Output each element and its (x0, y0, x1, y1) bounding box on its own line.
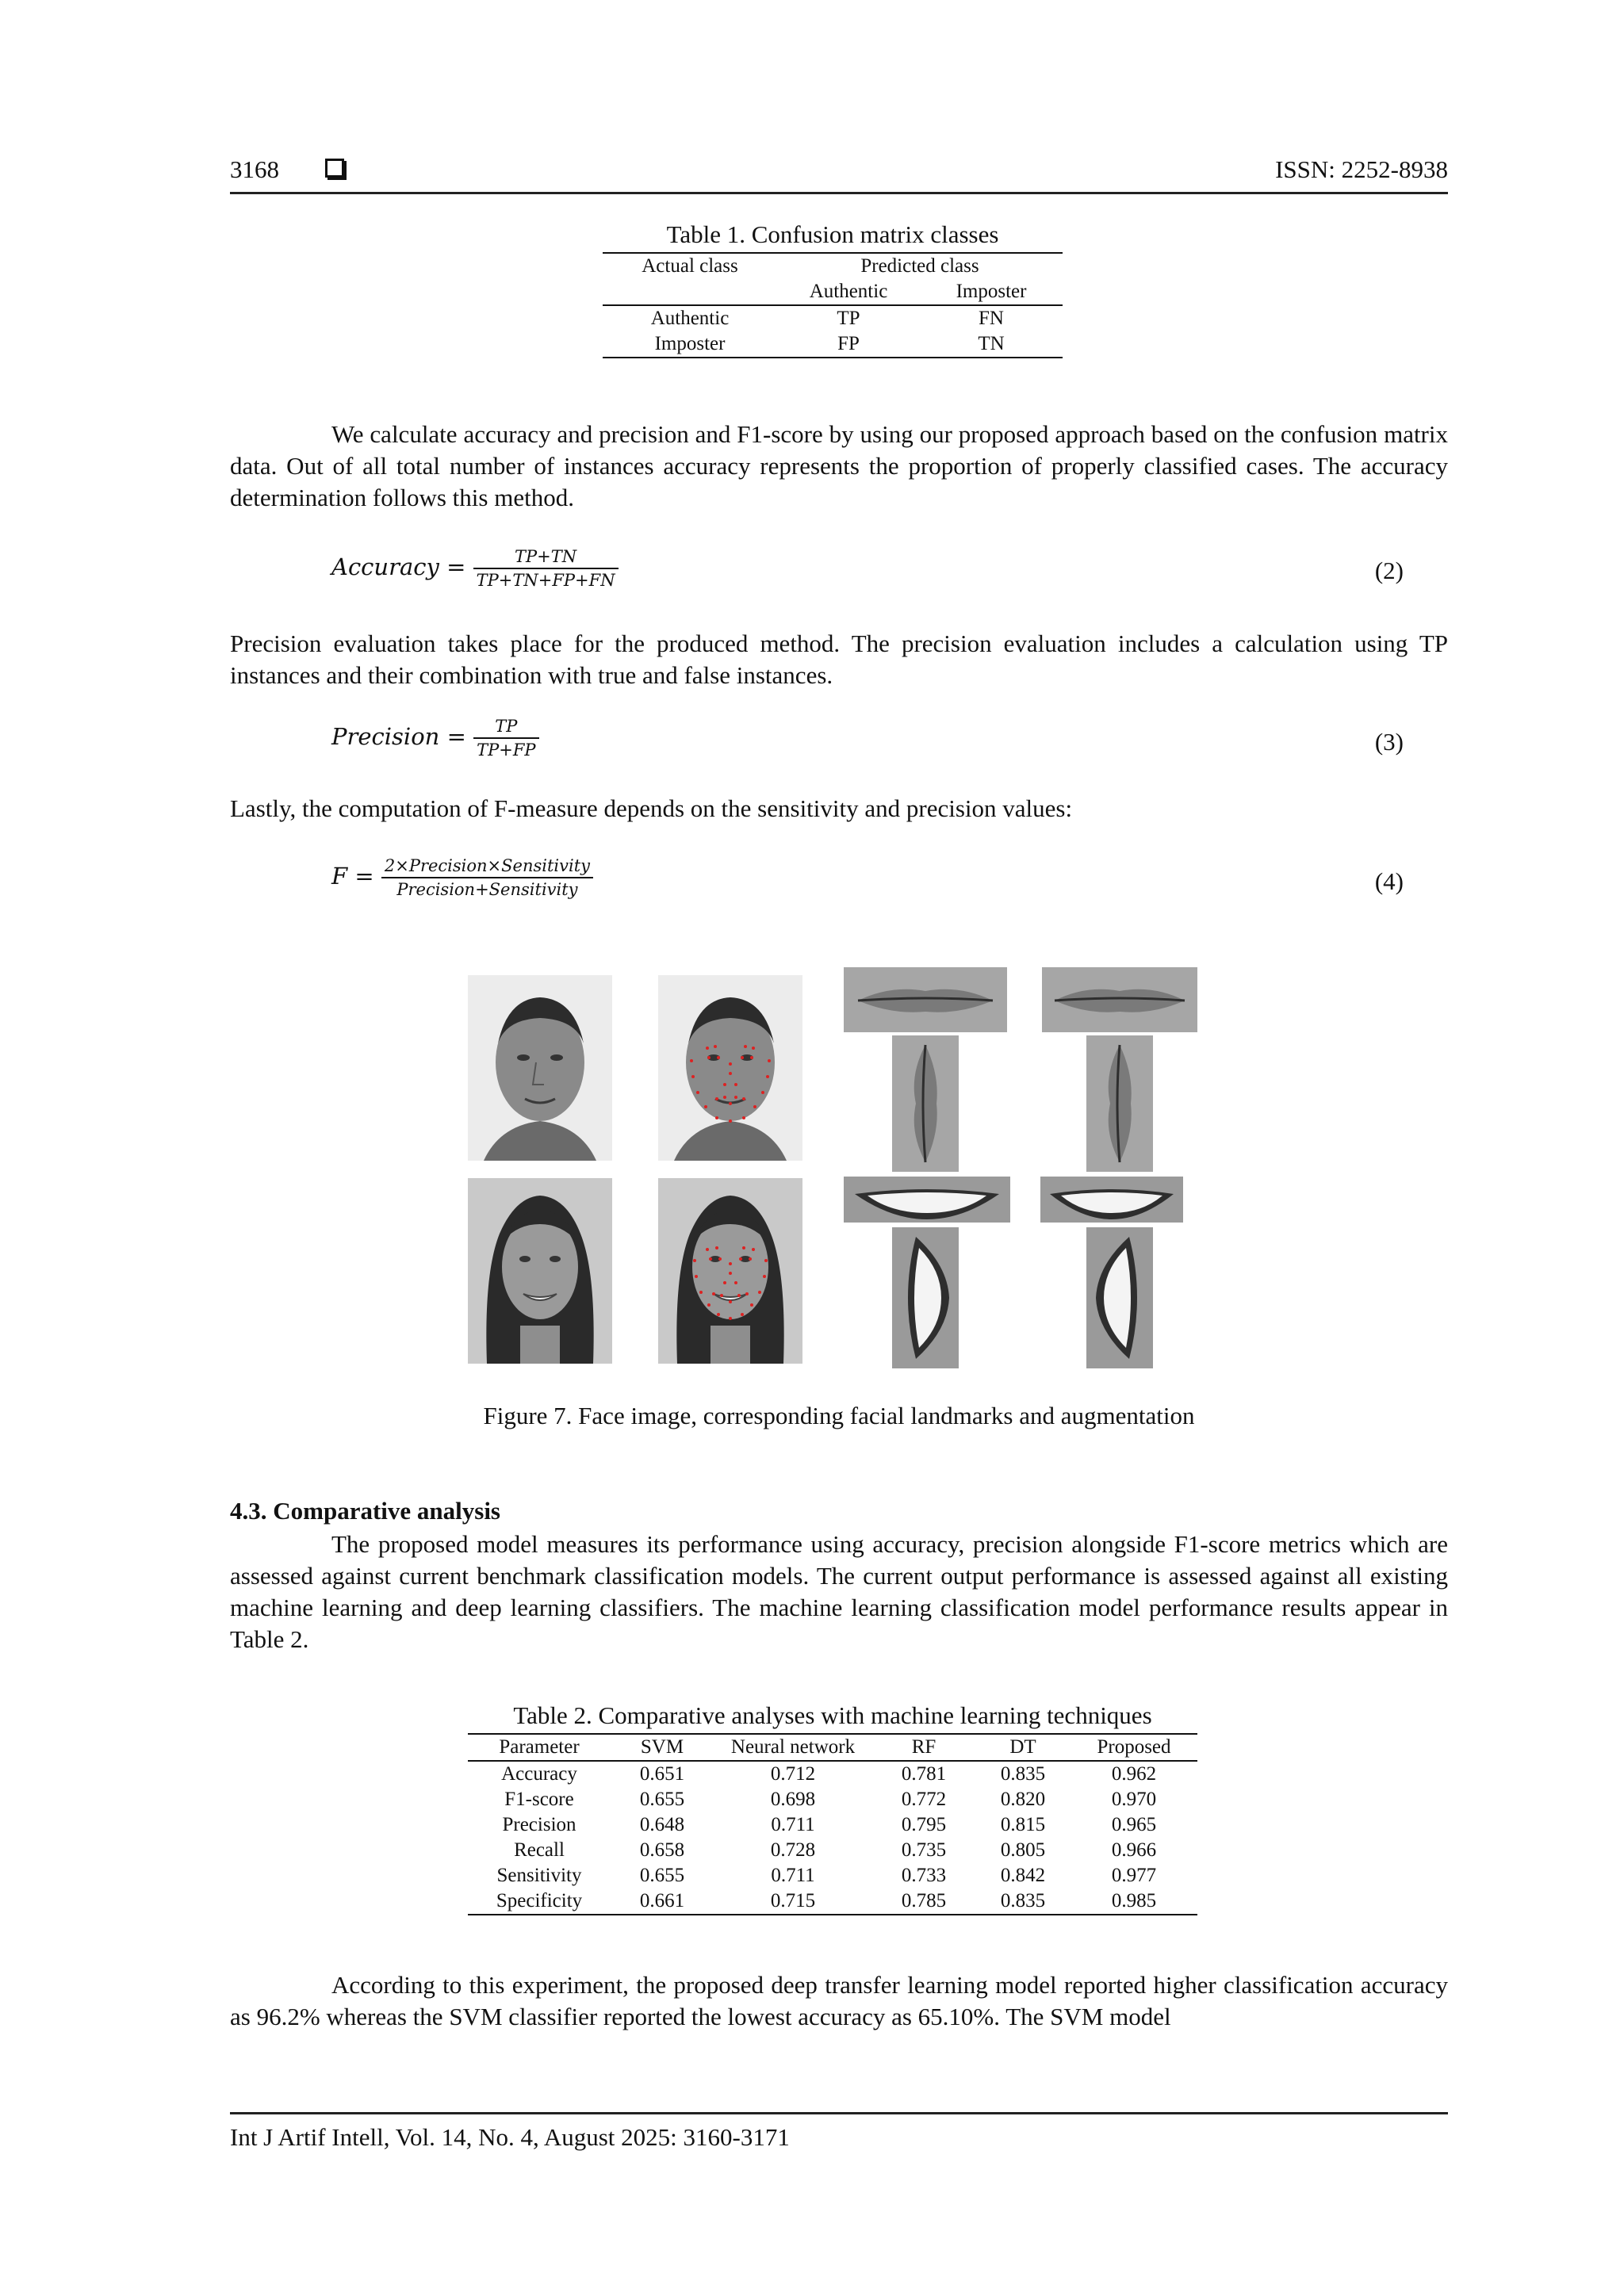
table1-subheader-imposter: Imposter (956, 281, 1027, 302)
table1-header-actual: Actual class (642, 255, 738, 277)
table1 (603, 252, 1063, 358)
table-row: Recall 0.658 0.728 0.735 0.805 0.966 (514, 1839, 1157, 1861)
table1-subheader-authentic: Authentic (809, 281, 888, 302)
table-row: Authentic TP FN (650, 308, 1004, 329)
lips-crop-vertical-1 (892, 1035, 959, 1172)
table-row: Precision 0.648 0.711 0.795 0.815 0.965 (502, 1814, 1157, 1835)
table-row: Specificity 0.661 0.715 0.785 0.835 0.985 (496, 1890, 1157, 1911)
smile-crop-horizontal-2 (1040, 1177, 1183, 1223)
paragraph-results: According to this experiment, the proposed deep transfer learning model reported higher classification accuracy as 96.2% whereas the SVM classifier reported the lowest accuracy as 65.10%. The SVM model (230, 1971, 1448, 2030)
figure7-caption: Figure 7. Face image, corresponding facial landmarks and augmentation (483, 1402, 1195, 1429)
equation-precision: Precision = $\frac{TP}{TP+FP}$ (331, 717, 539, 760)
footer-rule (230, 2112, 1448, 2114)
equation-number-2: (2) (1374, 557, 1404, 584)
table2-header-row: Parameter SVM Neural network RF DT Proposed (468, 1734, 1197, 1761)
table-row: F1-score 0.655 0.698 0.772 0.820 0.970 (504, 1789, 1157, 1810)
lips-crop-horizontal-1 (844, 967, 1007, 1032)
checkbox-icon (325, 159, 344, 178)
lips-crop-vertical-2 (1086, 1035, 1153, 1172)
lips-crop-horizontal-2 (1042, 967, 1197, 1032)
face-landmarks-woman (658, 1178, 802, 1364)
table-row: Imposter FP TN (654, 333, 1005, 354)
equation-fmeasure: F = $\frac{\text{2×Precision×Sensitivity}}{\text{Precision+Sensitivity}}$ (331, 856, 593, 899)
paragraph-fmeasure: Lastly, the computation of F-measure depends on the sensitivity and precision values: (230, 794, 1073, 822)
face-image-woman (468, 1178, 612, 1364)
equation-number-3: (3) (1374, 728, 1404, 756)
figure-7 (468, 967, 1205, 1368)
face-landmarks-man (658, 975, 802, 1161)
footer-citation: Int J Artif Intell, Vol. 14, No. 4, August 2025: 3160-3171 (230, 2123, 790, 2151)
face-image-man (468, 975, 612, 1161)
table1-header-predicted: Predicted class (860, 255, 979, 277)
section-heading: 4.3. Comparative analysis (230, 1497, 500, 1525)
paragraph-precision: Precision evaluation takes place for the produced method. The precision evaluation includes a calculation using TP instances and their combination with true and false instances. (230, 629, 1448, 689)
equation-number-4: (4) (1374, 867, 1404, 895)
paragraph-accuracy: We calculate accuracy and precision and F1-score by using our proposed approach based on the confusion matrix data. Out of all total number of instances accuracy represents the proportion of properly classified cases. The accuracy determination follows this method. (230, 420, 1448, 511)
smile-crop-horizontal-1 (844, 1177, 1010, 1223)
paragraph-comparative: The proposed model measures its performance using accuracy, precision alongside F1-score metrics which are assessed against current benchmark classification models. The current output performance is assessed against all existing machine learning and deep learning classifiers. The machine learning classification model performance results appear in Table 2. (230, 1530, 1448, 1653)
header-rule (230, 192, 1448, 194)
smile-crop-vertical-1 (892, 1227, 959, 1368)
equation-accuracy: Accuracy = $\frac{TP+TN}{TP+TN+FP+FN}$ (331, 547, 619, 590)
page-number: 3168 (230, 155, 279, 183)
issn: ISSN: 2252-8938 (1275, 155, 1448, 183)
table-row: Accuracy 0.651 0.712 0.781 0.835 0.962 (501, 1763, 1157, 1785)
table2 (468, 1733, 1197, 1915)
table2-caption: Table 2. Comparative analyses with machine learning techniques (513, 1701, 1152, 1729)
table1-caption: Table 1. Confusion matrix classes (666, 220, 999, 248)
table-row: Sensitivity 0.655 0.711 0.733 0.842 0.977 (496, 1865, 1157, 1886)
smile-crop-vertical-2 (1086, 1227, 1153, 1368)
